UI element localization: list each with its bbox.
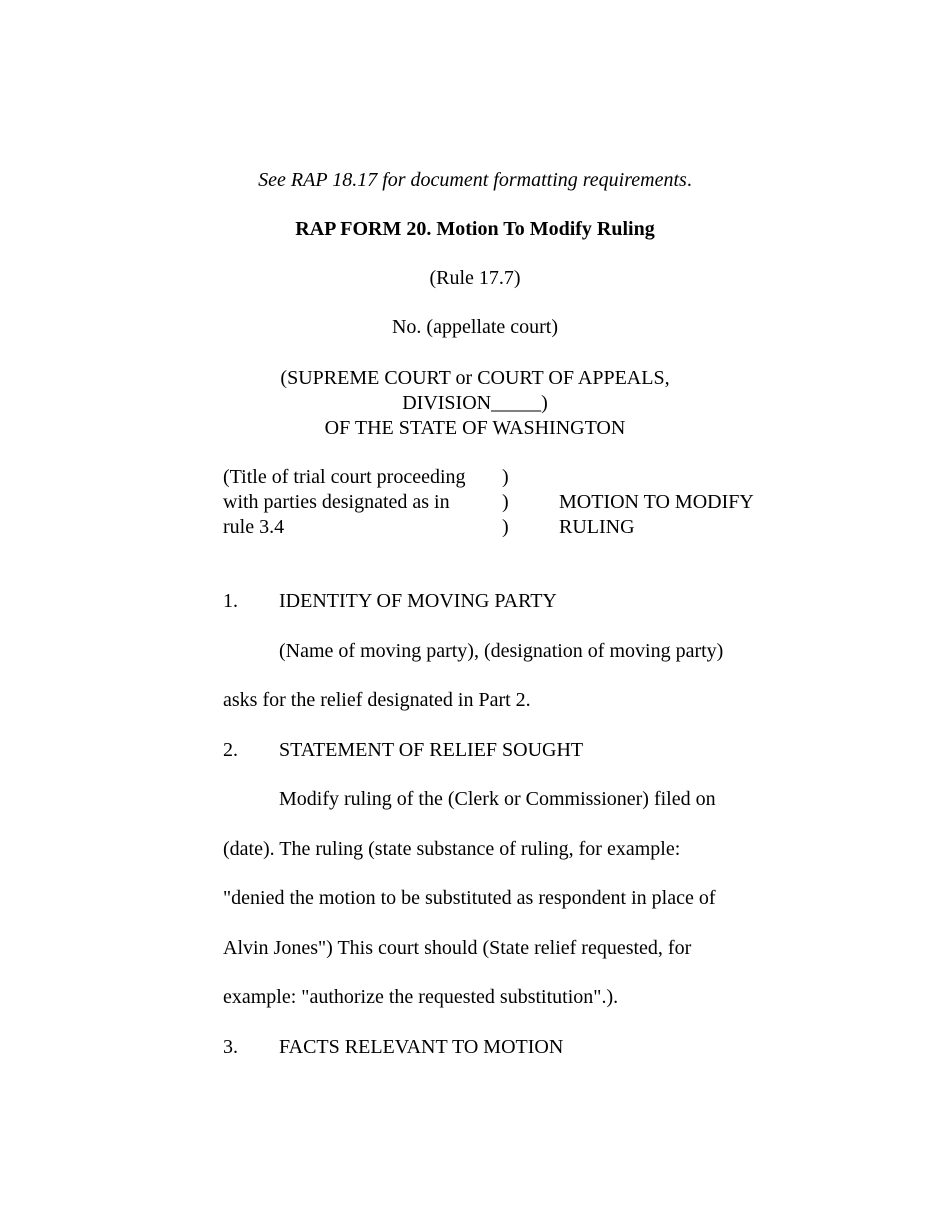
court-state-line: OF THE STATE OF WASHINGTON xyxy=(324,417,626,439)
section-1-number: 1. xyxy=(223,590,238,612)
caption-left-line-2: with parties designated as in xyxy=(223,491,450,513)
section-2-heading: STATEMENT OF RELIEF SOUGHT xyxy=(279,739,584,761)
formatting-note-period: . xyxy=(686,169,692,191)
section-2-line-1: Modify ruling of the (Clerk or Commissioner) filed on xyxy=(279,788,716,810)
caption-left-line-3: rule 3.4 xyxy=(223,516,285,538)
caption-left-line-1: (Title of trial court proceeding xyxy=(223,466,466,488)
case-number: No. (appellate court) xyxy=(391,316,559,338)
form-title: RAP FORM 20. Motion To Modify Ruling xyxy=(295,218,655,240)
caption-right-line-2: RULING xyxy=(559,516,635,538)
section-3-heading: FACTS RELEVANT TO MOTION xyxy=(279,1036,564,1058)
section-2-line-4: Alvin Jones") This court should (State relief requested, for xyxy=(223,937,692,959)
section-2-line-3: "denied the motion to be substituted as respondent in place of xyxy=(223,887,716,909)
caption-paren-3: ) xyxy=(502,516,509,538)
section-3-number: 3. xyxy=(223,1036,238,1058)
section-1-line-2: asks for the relief designated in Part 2. xyxy=(223,689,531,711)
court-division-line: DIVISION_____) xyxy=(402,392,548,414)
formatting-note-text: See RAP 18.17 for document formatting requirements xyxy=(258,169,687,191)
caption-right-line-1: MOTION TO MODIFY xyxy=(559,491,754,513)
caption-paren-1: ) xyxy=(502,466,509,488)
rule-reference: (Rule 17.7) xyxy=(429,267,521,289)
section-1-line-1: (Name of moving party), (designation of moving party) xyxy=(279,640,724,662)
section-1-heading: IDENTITY OF MOVING PARTY xyxy=(279,590,557,612)
section-2-number: 2. xyxy=(223,739,238,761)
section-2-line-2: (date). The ruling (state substance of ruling, for example: xyxy=(223,838,681,860)
section-2-line-5: example: "authorize the requested substitution".). xyxy=(223,986,619,1008)
caption-paren-2: ) xyxy=(502,491,509,513)
formatting-note xyxy=(0,168,950,193)
court-name-line-1: (SUPREME COURT or COURT OF APPEALS, xyxy=(280,367,670,389)
